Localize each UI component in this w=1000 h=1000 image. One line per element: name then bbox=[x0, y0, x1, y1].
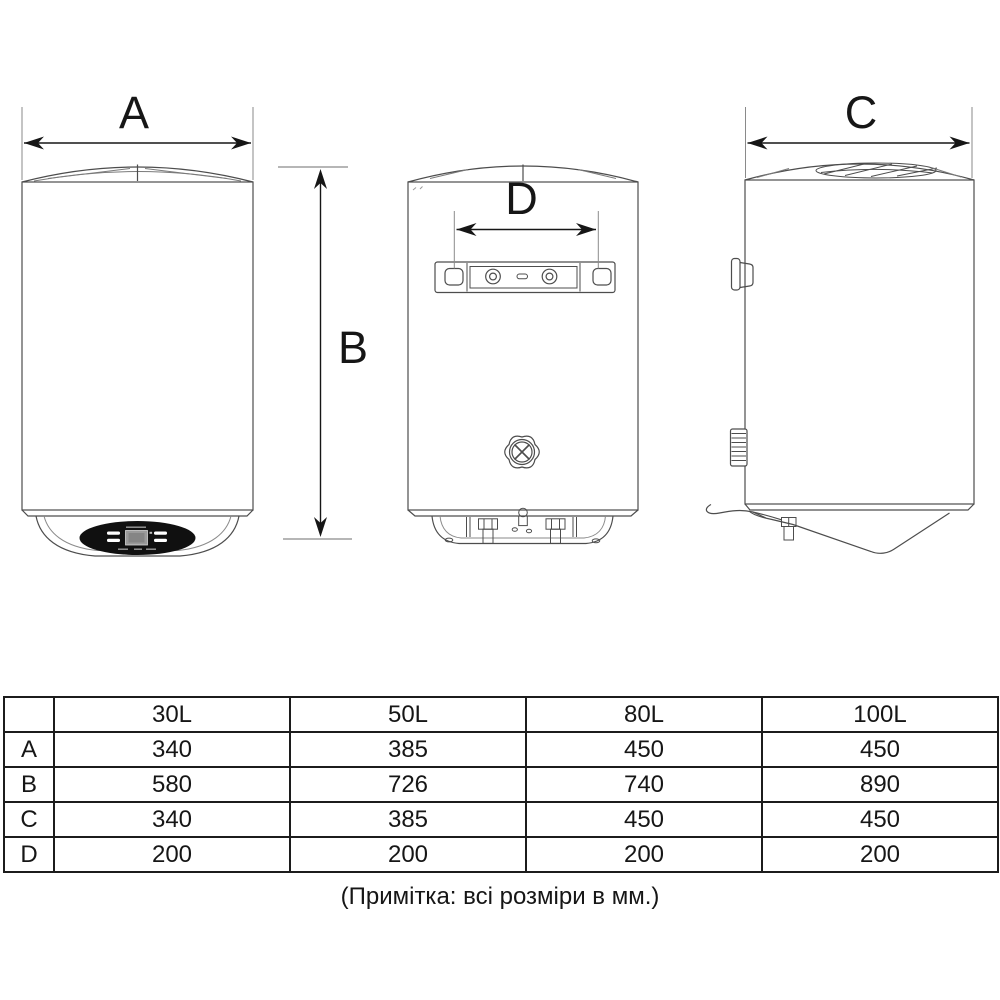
button-left-up bbox=[107, 532, 120, 535]
row-label: D bbox=[4, 837, 54, 872]
bottom-cap bbox=[749, 511, 950, 553]
top-vent-grille bbox=[816, 163, 937, 178]
table-cell: 740 bbox=[526, 767, 762, 802]
table-cell: 890 bbox=[762, 767, 998, 802]
table-cell: 580 bbox=[54, 767, 290, 802]
front-view bbox=[22, 165, 253, 557]
dimension-a-label: A bbox=[118, 87, 150, 138]
bottom-band bbox=[408, 510, 638, 516]
water-pipe-right bbox=[546, 519, 565, 544]
col-header-80l: 80L bbox=[526, 697, 762, 732]
inlet-pipe bbox=[782, 518, 797, 541]
button-right-up bbox=[154, 532, 167, 535]
table-cell: 340 bbox=[54, 802, 290, 837]
button-left-down bbox=[107, 539, 120, 542]
units-note: (Примітка: всі розміри в мм.) bbox=[340, 883, 660, 910]
dimension-d bbox=[454, 173, 598, 269]
table-cell: 450 bbox=[526, 732, 762, 767]
tank-body bbox=[745, 180, 974, 504]
table-cell: 450 bbox=[762, 732, 998, 767]
air-vent bbox=[519, 508, 528, 525]
control-panel bbox=[80, 521, 196, 555]
dimensions-table bbox=[3, 696, 999, 873]
button-right-down bbox=[154, 539, 167, 542]
table-cell: 450 bbox=[762, 802, 998, 837]
dimension-c-label: C bbox=[844, 87, 878, 138]
table-row-b bbox=[4, 767, 998, 802]
thermostat-knob bbox=[731, 429, 748, 466]
bracket-slot bbox=[517, 274, 528, 279]
bottom-band bbox=[745, 504, 974, 510]
table-cell: 200 bbox=[290, 837, 526, 872]
table-cell: 385 bbox=[290, 802, 526, 837]
bracket-screw-right bbox=[542, 269, 557, 284]
table-row-a bbox=[4, 732, 998, 767]
table-cell: 200 bbox=[762, 837, 998, 872]
table-cell: 385 bbox=[290, 732, 526, 767]
bracket-hole-left bbox=[445, 269, 463, 286]
power-cord bbox=[706, 505, 781, 520]
table-row-d bbox=[4, 837, 998, 872]
col-header-50l: 50L bbox=[290, 697, 526, 732]
dimension-b bbox=[278, 167, 368, 539]
row-label: B bbox=[4, 767, 54, 802]
table-cell: 200 bbox=[526, 837, 762, 872]
wall-hook-tab bbox=[732, 259, 754, 291]
mounting-bracket bbox=[435, 262, 615, 293]
row-label: C bbox=[4, 802, 54, 837]
dimension-d-label: D bbox=[505, 173, 538, 224]
header-row bbox=[4, 697, 998, 732]
water-pipe-left bbox=[479, 519, 498, 544]
corner-cell bbox=[4, 697, 54, 732]
col-header-100l: 100L bbox=[762, 697, 998, 732]
bracket-hole-right bbox=[593, 269, 611, 286]
table-row-c bbox=[4, 802, 998, 837]
table-cell: 450 bbox=[526, 802, 762, 837]
bottom-band bbox=[22, 510, 253, 516]
table-cell: 726 bbox=[290, 767, 526, 802]
side-view bbox=[706, 163, 974, 553]
dimension-b-label: B bbox=[337, 322, 369, 373]
tank-body bbox=[408, 182, 638, 510]
bracket-screw-left bbox=[486, 269, 501, 284]
table-cell: 340 bbox=[54, 732, 290, 767]
table-cell: 200 bbox=[54, 837, 290, 872]
col-header-30l: 30L bbox=[54, 697, 290, 732]
row-label: A bbox=[4, 732, 54, 767]
drain-valve-knob bbox=[505, 436, 539, 468]
bottom-cap bbox=[432, 516, 613, 544]
tank-body bbox=[22, 182, 253, 510]
